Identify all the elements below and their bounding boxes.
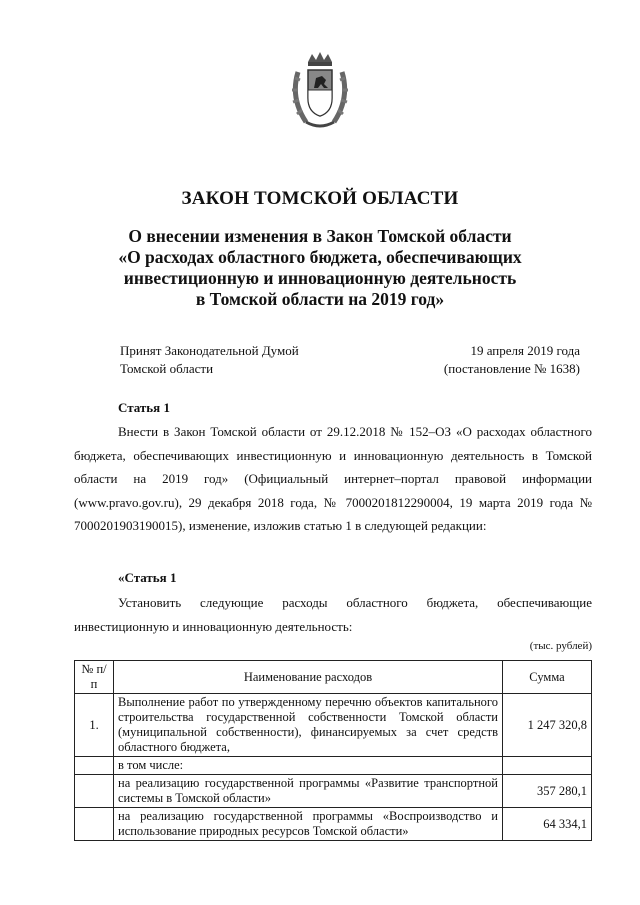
row-sum: 357 280,1 bbox=[503, 775, 592, 808]
table-header-row bbox=[75, 661, 592, 694]
header-num: № п/п bbox=[75, 661, 114, 694]
resolution-number: (постановление № 1638) bbox=[443, 361, 580, 376]
subtitle-line: «О расходах областного бюджета, обеспечивающих bbox=[118, 247, 522, 267]
quoted-article-text bbox=[74, 591, 592, 638]
expenses-table bbox=[74, 660, 592, 841]
law-subtitle bbox=[60, 226, 580, 310]
row-name: в том числе: bbox=[114, 757, 503, 775]
subtitle-line: в Томской области на 2019 год» bbox=[195, 289, 445, 309]
article-body: Внести в Закон Томской области от 29.12.2018 № 152–ОЗ «О расходах областного бюджета, обеспечивающих инвестиционную и инновационную деятельность в Томской области на 2019 год» (Официальный интернет–портал правовой информации (www.pravo.gov.ru), 29 декабря 2018 года, № 7000201812290004, 19 марта 2019 года № 7000201903190015), изменение, изложив статью 1 в следующей редакции: bbox=[74, 424, 592, 533]
row-name: на реализацию государственной программы «Воспроизводство и использование природных ресурсов Томской области» bbox=[114, 808, 503, 841]
table-row bbox=[75, 694, 592, 757]
row-sum bbox=[503, 757, 592, 775]
units-label: (тыс. рублей) bbox=[529, 640, 592, 652]
row-num bbox=[75, 808, 114, 841]
quoted-article-heading: «Статья 1 bbox=[118, 570, 177, 585]
subtitle-line: инвестиционную и инновационную деятельность bbox=[123, 268, 517, 288]
table-row bbox=[75, 808, 592, 841]
adopted-by-region: Томской области bbox=[120, 361, 214, 376]
row-name: на реализацию государственной программы «Развитие транспортной системы в Томской области» bbox=[114, 775, 503, 808]
table-row bbox=[75, 775, 592, 808]
article-heading: Статья 1 bbox=[118, 400, 170, 415]
header-name: Наименование расходов bbox=[114, 661, 503, 694]
row-sum: 1 247 320,8 bbox=[503, 694, 592, 757]
subtitle-line: О внесении изменения в Закон Томской области bbox=[128, 226, 512, 246]
quoted-article-body: Установить следующие расходы областного бюджета, обеспечивающие инвестиционную и инновационную деятельность: bbox=[74, 595, 592, 634]
header-sum: Сумма bbox=[503, 661, 592, 694]
article-text bbox=[74, 420, 592, 538]
row-sum: 64 334,1 bbox=[503, 808, 592, 841]
table-row bbox=[75, 757, 592, 775]
document-title: ЗАКОН ТОМСКОЙ ОБЛАСТИ bbox=[181, 188, 459, 209]
adoption-date: 19 апреля 2019 года bbox=[470, 343, 580, 358]
adopted-by: Принят Законодательной Думой bbox=[120, 343, 299, 358]
row-num bbox=[75, 757, 114, 775]
row-num: 1. bbox=[75, 694, 114, 757]
coat-of-arms-icon bbox=[288, 50, 352, 134]
row-num bbox=[75, 775, 114, 808]
row-name: Выполнение работ по утвержденному перечню объектов капитального строительства государственной собственности Томской области (муниципальной собственности), финансируемых за счет средств областного бюджета, bbox=[114, 694, 503, 757]
